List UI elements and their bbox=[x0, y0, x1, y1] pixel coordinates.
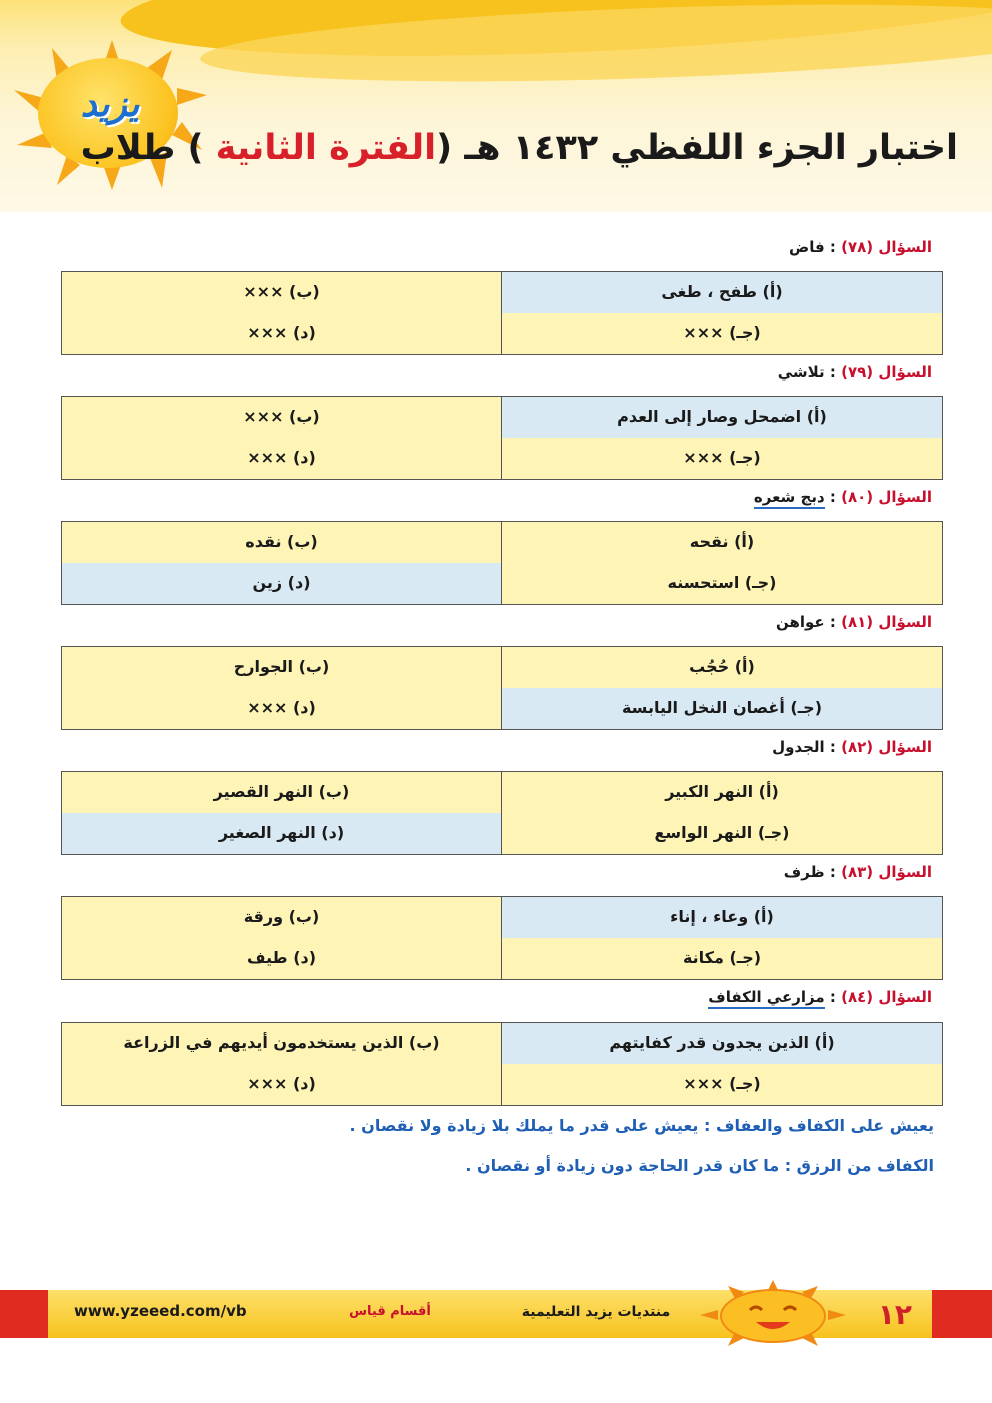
option-c: (جـ) استحسنه bbox=[502, 563, 942, 604]
footer-red-left bbox=[0, 1290, 48, 1338]
footer-red-right bbox=[932, 1290, 992, 1338]
option-b: (ب) ورقة bbox=[62, 897, 502, 938]
page-header bbox=[0, 0, 992, 212]
option-d: (د) ××× bbox=[62, 688, 502, 729]
page-footer bbox=[0, 1290, 992, 1348]
question-table bbox=[61, 521, 943, 605]
question-label: السؤال (٨٠) : دبج شعره bbox=[754, 488, 932, 506]
option-a: (أ) حُجُب bbox=[502, 647, 942, 688]
option-a: (أ) اضمحل وصار إلى العدم bbox=[502, 397, 942, 438]
question-label: السؤال (٨٤) : مزارعي الكفاف bbox=[708, 988, 932, 1006]
option-c: (جـ) أغصان النخل اليابسة bbox=[502, 688, 942, 729]
option-b: (ب) نقده bbox=[62, 522, 502, 563]
question-table bbox=[61, 896, 943, 980]
option-c: (جـ) ××× bbox=[502, 313, 942, 354]
option-d: (د) ××× bbox=[62, 1064, 502, 1105]
forum-name: منتديات يزيد التعليمية bbox=[521, 1304, 671, 1320]
site-logo[interactable]: يزيد bbox=[80, 84, 140, 125]
note-line: الكفاف من الرزق : ما كان قدر الحاجة دون زيادة أو نقصان . bbox=[465, 1156, 934, 1175]
option-c: (جـ) ××× bbox=[502, 438, 942, 479]
option-d: (د) ××× bbox=[62, 438, 502, 479]
question-label: السؤال (٨١) : عواهن bbox=[775, 613, 932, 631]
question-label: السؤال (٧٩) : تلاشي bbox=[777, 363, 932, 381]
option-d: (د) طيف bbox=[62, 938, 502, 979]
title-part1: اختبار الجزء اللفظي ١٤٣٢ هـ ( bbox=[436, 128, 958, 168]
question-label: السؤال (٨٣) : ظرف bbox=[783, 863, 932, 881]
note-line: يعيش على الكفاف والعفاف : يعيش على قدر ما يملك بلا زيادة ولا نقصان . bbox=[349, 1116, 934, 1135]
option-a: (أ) الذين يجدون قدر كفايتهم bbox=[502, 1023, 942, 1064]
question-label: السؤال (٧٨) : فاض bbox=[789, 238, 932, 256]
smiling-sun-icon bbox=[698, 1280, 848, 1350]
option-b: (ب) الجوارح bbox=[62, 647, 502, 688]
option-d: (د) ××× bbox=[62, 313, 502, 354]
title-part2: ) طلاب bbox=[80, 128, 216, 168]
option-d: (د) زين bbox=[62, 563, 502, 604]
question-table bbox=[61, 271, 943, 355]
option-a: (أ) طفح ، طغى bbox=[502, 272, 942, 313]
option-b: (ب) ××× bbox=[62, 272, 502, 313]
option-a: (أ) النهر الكبير bbox=[502, 772, 942, 813]
question-table bbox=[61, 771, 943, 855]
site-url[interactable]: www.yzeeed.com/vb bbox=[74, 1302, 247, 1320]
option-a: (أ) وعاء ، إناء bbox=[502, 897, 942, 938]
option-b: (ب) ××× bbox=[62, 397, 502, 438]
option-b: (ب) الذين يستخدمون أيديهم في الزراعة bbox=[62, 1023, 502, 1064]
question-table bbox=[61, 1022, 943, 1106]
option-d: (د) النهر الصغير bbox=[62, 813, 502, 854]
page-title bbox=[81, 120, 958, 176]
option-c: (جـ) النهر الواسع bbox=[502, 813, 942, 854]
question-label: السؤال (٨٢) : الجدول bbox=[772, 738, 932, 756]
option-a: (أ) نقحه bbox=[502, 522, 942, 563]
option-c: (جـ) مكانة bbox=[502, 938, 942, 979]
option-b: (ب) النهر القصير bbox=[62, 772, 502, 813]
title-highlight: الفترة الثانية bbox=[215, 128, 437, 168]
question-table bbox=[61, 396, 943, 480]
option-c: (جـ) ××× bbox=[502, 1064, 942, 1105]
question-table bbox=[61, 646, 943, 730]
page-number: ١٢ bbox=[877, 1298, 912, 1331]
sections-label: أقسام قياس bbox=[349, 1304, 431, 1319]
